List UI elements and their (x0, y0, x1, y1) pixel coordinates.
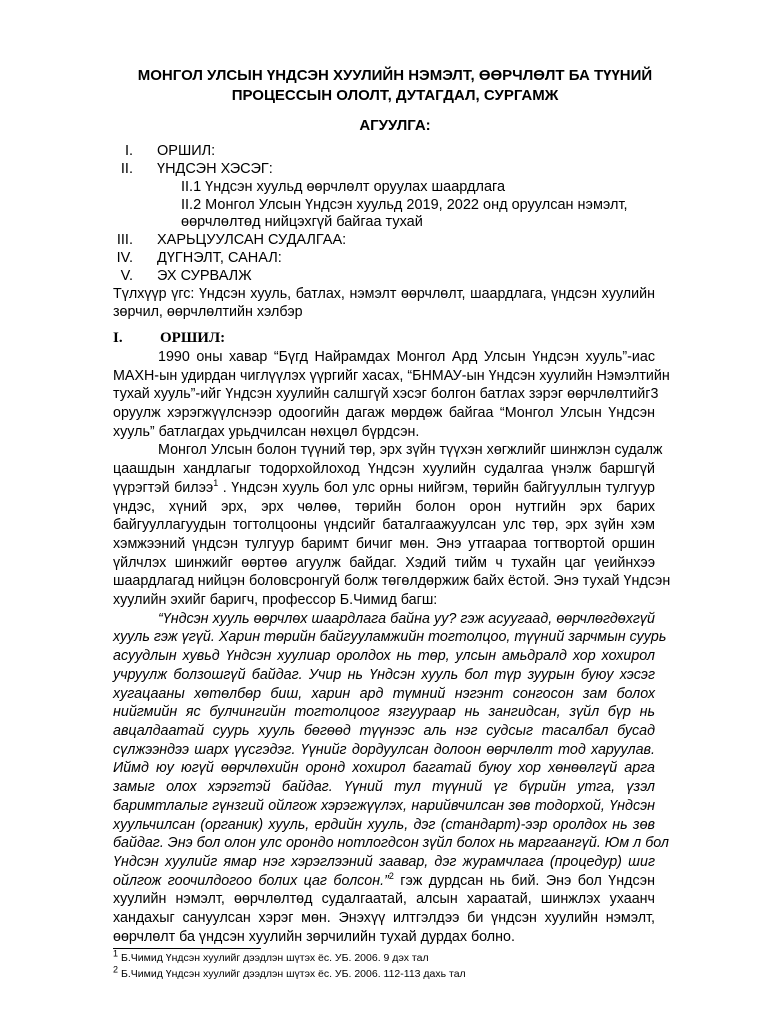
text-line: хууль” батлагдах урьдчилсан нөхцөл бүрдсэн. (113, 424, 420, 440)
toc-item: ЭХ СУРВАЛЖ (157, 268, 252, 284)
text-line: хуулийн нэмэлт, өөрчлөлтөд судалгаатай, алсын хараатай, шинжлэх ухаанч (113, 891, 655, 907)
text-line: хуулийн эхийг баригч, профессор Б.Чимид багш: (113, 592, 438, 608)
quote-line: хууль гэж үгүй. Харин төрийн байгууламжийн тогтолцоо, түүний зарчмын суурь (113, 629, 667, 645)
quote-line: асуудлын хувьд Үндсэн хуулиар оролдох нь төр, улсын амьдралд хор хохирол (113, 648, 655, 664)
text-line: хандахыг сануулсан хэрэг мөн. Энэхүү илтгэлдээ би үндсэн хуулийн нэмэлт, (113, 910, 655, 926)
contents-heading: АГУУЛГА: (359, 117, 431, 134)
quote-line: Үндсэн хуулийг ямар нэг хэрэглээний заавар, дэг журамчлага (процедур) шиг (113, 854, 655, 870)
quote-end: ойлгож гоочилдогоо болих цаг болсон.” (113, 873, 389, 889)
text-line: Монгол Улсын болон түүний төр, эрх зүйн түүхэн хөгжлийг шинжлэн судалж (158, 442, 663, 458)
toc-subitem: II.2 Монгол Улсын Үндсэн хуульд 2019, 2022 онд оруулсан нэмэлт, (181, 197, 628, 213)
document-title-line-2: ПРОЦЕССЫН ОЛОЛТ, ДУТАГДАЛ, СУРГАМЖ (231, 87, 559, 104)
text-line: 1990 оны хавар “Бүгд Найрамдах Монгол Ард Улсын Үндсэн хууль”-иас (158, 349, 655, 365)
toc-number: I. (124, 143, 133, 159)
footnote-mark: 2 (388, 871, 394, 882)
section-number: I. (113, 330, 123, 346)
text-line: байгууллагуудын тогтолцооны үндсийг баталгаажуулсан улс төр, эрх зүйн хэм (113, 517, 655, 533)
text-fragment: . Үндсэн хууль бол улс орны нийгэм, төрийн байгууллын тулгуур (218, 480, 656, 496)
footnote-text: Б.Чимид Үндсэн хуулийг дээдлэн шүтэх ёс. УБ. 2006. 9 дэх тал (120, 952, 429, 964)
section-heading (113, 330, 225, 347)
text-fragment: үүрэгтэй билээ (113, 480, 214, 496)
quote-line: учруулж болзошгүй байдаг. Учир нь Үндсэн хууль бол түр зуурын буюу хэсэг (113, 667, 655, 683)
document-title-line-1: МОНГОЛ УЛСЫН ҮНДСЭН ХУУЛИЙН НЭМЭЛТ, ӨӨРЧЛӨЛТ БА ТҮҮНИЙ (137, 67, 653, 84)
toc-subitem: өөрчлөлтөд нийцэхгүй байгаа тухай (181, 214, 423, 230)
footnote-divider (113, 948, 261, 949)
quote-line: Иймд юу югүй өөрчлөхийн оронд хохирол багатай буюу хор хөнөөлгүй арга (113, 760, 655, 776)
footnote-number: 2 (113, 964, 119, 975)
section-title: ОРШИЛ: (160, 330, 226, 346)
text-line: МАХН-ын удирдан чиглүүлэх үүргийг хасах, “БНМАУ-ын Үндсэн хуулийн Нэмэлтийн (113, 368, 670, 384)
footnote-number: 1 (113, 948, 119, 959)
toc-number: V. (120, 268, 133, 284)
toc-number: IV. (116, 250, 133, 266)
text-line: үндэс, хүний эрх, эрх чөлөө, төрийн болон орон нутгийн эрх барих (113, 499, 655, 515)
text-line: оруулж хэрэгжүүлснээр одоогийн дагаж мөрдөж байгаа “Монгол Улсын Үндсэн (113, 405, 655, 421)
toc-item: ҮНДСЭН ХЭСЭГ: (157, 161, 273, 177)
text-line: үйлчлэх шинжийг өөртөө агуулж байдаг. Хэдий тийм ч тухайн цаг үеийнхээ (113, 555, 655, 571)
toc-subitem: II.1 Үндсэн хуульд өөрчлөлт оруулах шаардлага (181, 179, 506, 195)
keywords-line: Түлхүүр үгс: Үндсэн хууль, батлах, нэмэлт өөрчлөлт, шаардлага, үндсэн хуулийн (113, 286, 655, 302)
text-line: өөрчлөлт ба үндсэн хуулийн зөрчилийн тухай дурдах болно. (113, 929, 515, 945)
text-line (113, 873, 655, 889)
quote-line: баримтлалыг гүнзгий ойлгож хэрэгжүүлэх, нарийвчилсан зөв тодорхой, Үндсэн (113, 798, 655, 814)
text-line: тухай хууль”-ийг Үндсэн хуулийн салшгүй хэсэг болгон батлах зэрэг өөрчлөлтийг3 (113, 386, 659, 402)
quote-line: хуульчилсан (органик) хууль, ердийн хууль, дэг (стандарт)-ээр оролдох нь зөв (113, 817, 655, 833)
quote-line: сүлжээндээ шарх үүсгэдэг. Үүнийг дордуулсан долоон өөрчлөлт тод харуулав. (113, 742, 655, 758)
text-line: хэмжээний үндсэн тулгуур баримт бичиг мөн. Энэ утгаараа тогтвортой оршин (113, 536, 655, 552)
footnote-text: Б.Чимид Үндсэн хуулийг дээдлэн шүтэх ёс. УБ. 2006. 112-113 дахь тал (120, 968, 466, 980)
text-line: цаашдын хандлагыг тодорхойлоход Үндсэн хуулийн судалгаа үнэлж баршгүй (113, 461, 655, 477)
quote-line: “Үндсэн хууль өөрчлөх шаардлага байна уу? гэж асуугаад, өөрчлөгдөхгүй (158, 611, 655, 627)
footnote (113, 948, 429, 964)
text-line: шаардлагад нийцэн боловсронгуй болж төгөлдөржиж байх ёстой. Энэ тухай Үндсэн (113, 573, 671, 589)
quote-line: замыг олох хэрэгтэй байдаг. Үүний тул түүний үг бүрийн утга, үзэл (113, 779, 655, 795)
quote-line: хугацааны хөтөлбөр биш, харин ард түмний нэгэнт сонгосон зам болох (113, 686, 655, 702)
toc-item: ДҮГНЭЛТ, САНАЛ: (157, 250, 282, 266)
quote-line: байдаг. Энэ бол олон улс орондо нотлогдсон зүйл болох нь маргаангүй. Юм л бол (113, 835, 669, 851)
text-fragment: гэж дурдсан нь бий. Энэ бол Үндсэн (393, 873, 655, 889)
toc-number: III. (116, 232, 133, 248)
toc-number: II. (120, 161, 133, 177)
quote-line: авцалдаатай суурь хууль бөгөөд түүнээс аль нэг судсыг тасалбал бусад (113, 723, 655, 739)
footnote-mark: 1 (213, 478, 219, 489)
toc-item: ХАРЬЦУУЛСАН СУДАЛГАА: (157, 232, 347, 248)
text-line (113, 480, 655, 496)
keywords-line: зөрчил, өөрчлөлтийн хэлбэр (113, 304, 303, 320)
toc-item: ОРШИЛ: (157, 143, 216, 159)
quote-line: нийгмийн яс булчингийн тогтолцоог язгуураар нь зангидсан, зүйл бүр нь (113, 704, 655, 720)
footnote (113, 964, 466, 980)
